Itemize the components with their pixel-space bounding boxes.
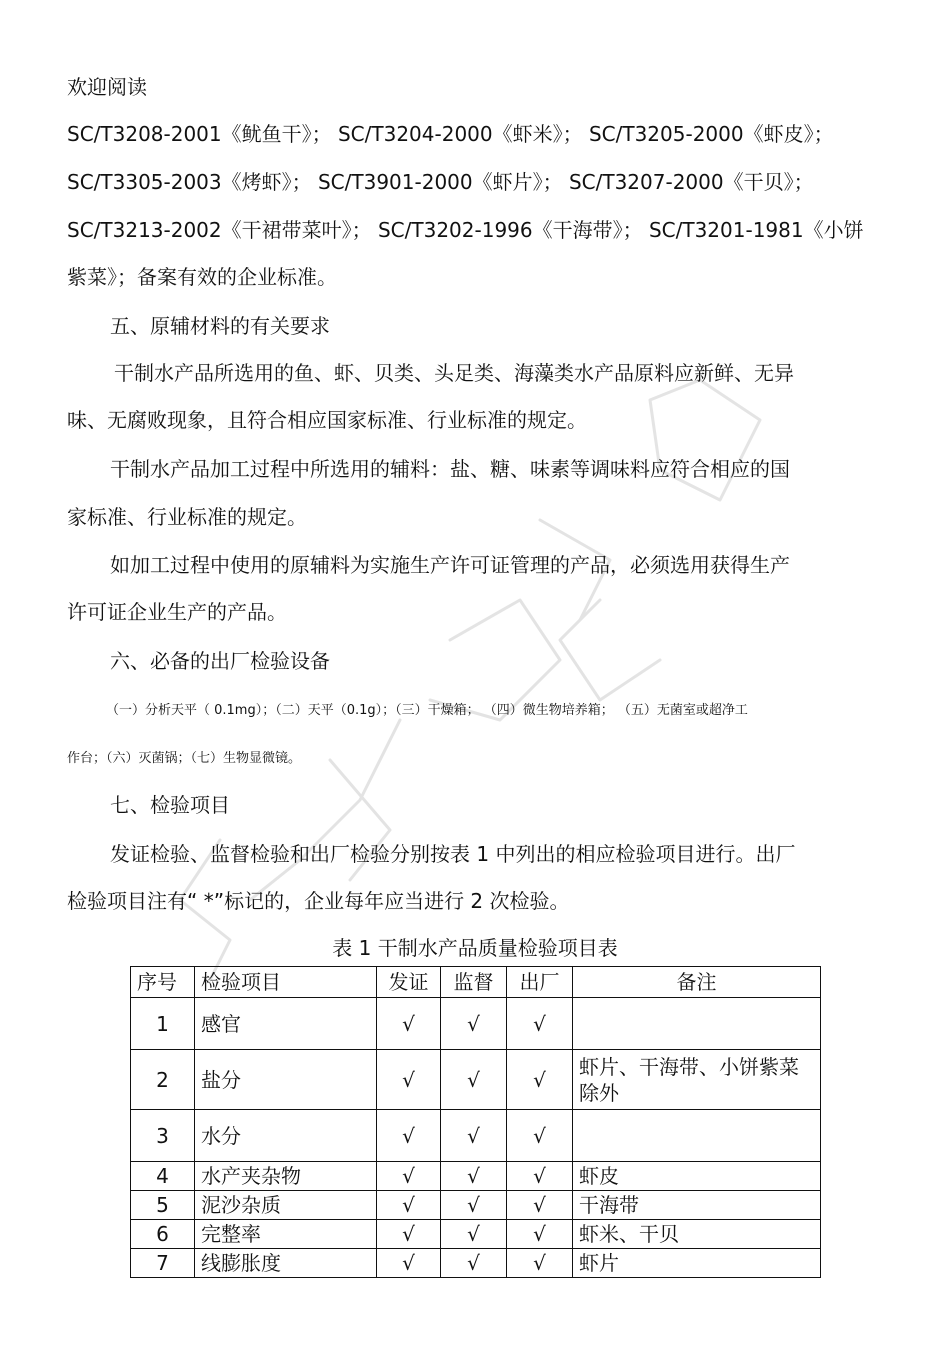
inspection-items-table (130, 966, 821, 1278)
header-item: 检验项目 (195, 967, 377, 998)
paragraph-inspection-1: 发证检验、监督检验和出厂检验分别按表 1 中列出的相应检验项目进行。出厂 (110, 842, 796, 866)
table-row (131, 1249, 821, 1278)
cell-no: 6 (131, 1220, 195, 1249)
table-row (131, 1050, 821, 1110)
section-6-title: 六、必备的出厂检验设备 (110, 649, 330, 673)
table-header-row (131, 967, 821, 998)
paragraph-inspection-2: 检验项目注有“ *”标记的，企业每年应当进行 2 次检验。 (67, 889, 570, 913)
cell-supervision: √ (441, 1050, 507, 1110)
cell-note: 干海带 (573, 1191, 821, 1220)
cell-supervision: √ (441, 998, 507, 1050)
header-factory: 出厂 (507, 967, 573, 998)
cell-cert: √ (377, 998, 441, 1050)
paragraph-raw-materials-2: 味、无腐败现象，且符合相应国家标准、行业标准的规定。 (67, 408, 587, 432)
paragraph-license-1: 如加工过程中使用的原辅料为实施生产许可证管理的产品，必须选用获得生产 (110, 553, 790, 577)
cell-supervision: √ (441, 1220, 507, 1249)
cell-supervision: √ (441, 1249, 507, 1278)
cell-no: 3 (131, 1110, 195, 1162)
paragraph-license-2: 许可证企业生产的产品。 (67, 600, 287, 624)
cell-cert: √ (377, 1220, 441, 1249)
cell-factory: √ (507, 998, 573, 1050)
cell-cert: √ (377, 1110, 441, 1162)
cell-cert: √ (377, 1191, 441, 1220)
table-caption: 表 1 干制水产品质量检验项目表 (332, 936, 618, 960)
header-no: 序号 (131, 967, 195, 998)
cell-supervision: √ (441, 1162, 507, 1191)
cell-factory: √ (507, 1220, 573, 1249)
section-5-title: 五、原辅材料的有关要求 (110, 314, 330, 338)
cell-item: 完整率 (195, 1220, 377, 1249)
cell-supervision: √ (441, 1191, 507, 1220)
cell-factory: √ (507, 1050, 573, 1110)
cell-no: 7 (131, 1249, 195, 1278)
cell-cert: √ (377, 1162, 441, 1191)
standards-line-1: SC/T3208-2001《鱿鱼干》； SC/T3204-2000《虾米》； SC/T3205-2000《虾皮》； (67, 122, 834, 146)
table-row (131, 1110, 821, 1162)
paragraph-auxiliary-1: 干制水产品加工过程中所选用的辅料：盐、糖、味素等调味料应符合相应的国 (110, 457, 790, 481)
cell-note: 虾皮 (573, 1162, 821, 1191)
cell-note (573, 1110, 821, 1162)
cell-cert: √ (377, 1249, 441, 1278)
table-row (131, 1162, 821, 1191)
cell-factory: √ (507, 1162, 573, 1191)
cell-no: 2 (131, 1050, 195, 1110)
cell-cert: √ (377, 1050, 441, 1110)
cell-factory: √ (507, 1249, 573, 1278)
cell-item: 水分 (195, 1110, 377, 1162)
cell-no: 5 (131, 1191, 195, 1220)
cell-factory: √ (507, 1191, 573, 1220)
cell-item: 盐分 (195, 1050, 377, 1110)
cell-item: 线膨胀度 (195, 1249, 377, 1278)
page-header: 欢迎阅读 (67, 75, 147, 99)
table-row (131, 998, 821, 1050)
equipment-list-2: 作台；（六）灭菌锅；（七）生物显微镜。 (67, 751, 302, 766)
cell-note (573, 998, 821, 1050)
cell-no: 4 (131, 1162, 195, 1191)
standards-line-2: SC/T3305-2003《烤虾》； SC/T3901-2000《虾片》； SC/T3207-2000《干贝》； (67, 170, 814, 194)
paragraph-raw-materials-1: 干制水产品所选用的鱼、虾、贝类、头足类、海藻类水产品原料应新鲜、无异 (114, 361, 794, 385)
section-7-title: 七、检验项目 (110, 793, 230, 817)
cell-factory: √ (507, 1110, 573, 1162)
cell-supervision: √ (441, 1110, 507, 1162)
cell-note: 虾片、干海带、小饼紫菜除外 (573, 1050, 821, 1110)
equipment-list-1: （一）分析天平（ 0.1mg）；（二）天平（0.1g）；（三）干燥箱； （四）微生物培养箱； （五）无菌室或超净工 (106, 703, 748, 718)
header-supervision: 监督 (441, 967, 507, 998)
standards-line-4: 紫菜》；备案有效的企业标准。 (67, 265, 337, 289)
cell-item: 感官 (195, 998, 377, 1050)
cell-item: 泥沙杂质 (195, 1191, 377, 1220)
header-note: 备注 (573, 967, 821, 998)
header-cert: 发证 (377, 967, 441, 998)
paragraph-auxiliary-2: 家标准、行业标准的规定。 (67, 505, 307, 529)
cell-no: 1 (131, 998, 195, 1050)
cell-note: 虾米、干贝 (573, 1220, 821, 1249)
cell-item: 水产夹杂物 (195, 1162, 377, 1191)
standards-line-3: SC/T3213-2002《干裙带菜叶》； SC/T3202-1996《干海带》； SC/T3201-1981《小饼 (67, 218, 864, 242)
table-row (131, 1220, 821, 1249)
cell-note: 虾片 (573, 1249, 821, 1278)
table-row (131, 1191, 821, 1220)
